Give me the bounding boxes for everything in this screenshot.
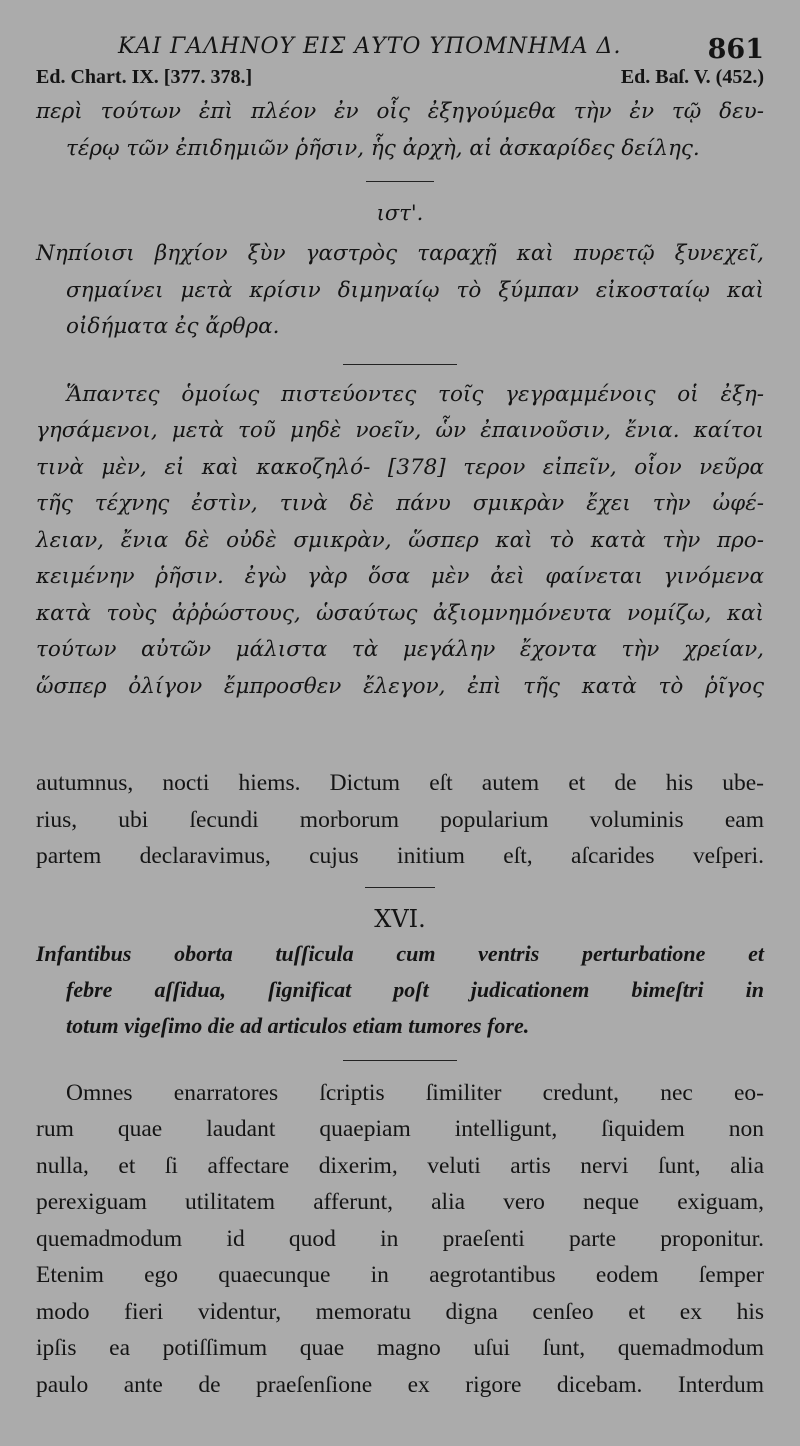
- text-line: rum quae laudant quaepiam intelligunt, ſiquidem non: [36, 1116, 764, 1142]
- text-line: τῆς τέχνης ἐστὶν, τινὰ δὲ πάνυ σμικρὰν ἔχει τὴν ὠφέ-: [36, 491, 764, 516]
- edition-basel: Ed. Baſ. V. (452.): [620, 66, 764, 88]
- text-line: Omnes enarratores ſcriptis ſimiliter credunt, nec eo-: [66, 1079, 764, 1106]
- greek-intro: [36, 94, 764, 167]
- greek-section-heading: ιστ'.: [376, 201, 424, 225]
- text-line: ὥσπερ ὀλίγον ἔμπροσθεν ἔλεγον, ἐπὶ τῆς κατὰ τὸ ῥῖγος: [36, 673, 764, 699]
- text-line: Infantibus oborta tuſſicula cum ventris perturbatione et: [36, 940, 764, 966]
- latin-section-heading: XVI.: [374, 904, 426, 933]
- text-line: modo fieri videntur, memoratu digna cenſeo et ex his: [36, 1298, 764, 1325]
- latin-commentary: [36, 1075, 764, 1404]
- section-rule: [365, 887, 435, 888]
- greek-aphorism: [36, 236, 764, 346]
- text-line: rius, ubi ſecundi morborum popularium voluminis eam: [36, 806, 764, 833]
- text-line: κειμένην ῥῆσιν. ἐγὼ γὰρ ὅσα μὲν ἀεὶ φαίνεται γινόμενα: [36, 564, 764, 589]
- running-head: [36, 30, 764, 70]
- text-line: τούτων αὐτῶν μάλιστα τὰ μεγάλην ἔχοντα τὴν χρείαν,: [36, 637, 764, 662]
- text-line: febre aſſidua, ſignificat poſt judicationem bimeſtri in: [66, 976, 764, 1002]
- text-line: totum vigeſimo die ad articulos etiam tumores fore.: [66, 1012, 530, 1038]
- text-line: λειαν, ἔνια δὲ οὐδὲ σμικρὰν, ὥσπερ καὶ τὸ κατὰ τὴν προ-: [36, 527, 764, 553]
- section-rule: [366, 181, 434, 182]
- page-number: 861: [707, 34, 764, 65]
- text-line: paulo ante de praeſenſione ex rigore dicebam. Interdum: [36, 1371, 764, 1398]
- text-line: κατὰ τοὺς ἀῤῥώστους, ὡσαύτως ἀξιομνημόνευτα νομίζω, καὶ: [36, 600, 764, 626]
- text-line: autumnus, nocti hiems. Dictum eſt autem et de his ube-: [36, 770, 764, 796]
- text-line: τινὰ μὲν, εἰ καὶ κακοζηλό- [378] τερον εἰπεῖν, οἷον νεῦρα: [36, 454, 764, 480]
- edition-chartier: Ed. Chart. IX. [377. 378.]: [36, 66, 253, 88]
- text-line: nulla, et ſi affectare dixerim, veluti artis nervi ſunt, alia: [36, 1152, 764, 1179]
- text-line: ipſis ea potiſſimum quae magno uſui ſunt, quemadmodum: [36, 1335, 764, 1361]
- latin-aphorism: [36, 936, 764, 1044]
- text-line: Νηπίοισι βηχίον ξὺν γαστρὸς ταραχῇ καὶ πυρετῷ ξυνεχεῖ,: [36, 241, 764, 266]
- text-line: partem declaravimus, cujus initium eſt, aſcarides veſperi.: [36, 843, 764, 869]
- greek-commentary: [36, 377, 764, 706]
- edition-line: [36, 66, 764, 94]
- text-line: Ἅπαντες ὁμοίως πιστεύοντες τοῖς γεγραμμένοις οἱ ἐξη-: [66, 381, 764, 407]
- text-line: περὶ τούτων ἐπὶ πλέον ἐν οἷς ἐξηγούμεθα τὴν ἐν τῷ δευ-: [36, 99, 764, 124]
- section-rule: [343, 1060, 457, 1061]
- section-rule: [343, 364, 457, 365]
- text-line: Etenim ego quaecunque in aegrotantibus eodem ſemper: [36, 1262, 764, 1288]
- text-line: quemadmodum id quod in praeſenti parte proponitur.: [36, 1225, 764, 1252]
- text-line: τέρῳ τῶν ἐπιδημιῶν ῥῆσιν, ἧς ἀρχὴ, αἱ ἀσκαρίδες δείλης.: [66, 135, 700, 161]
- latin-intro: [36, 765, 764, 875]
- running-head-title: ΚΑΙ ΓΑΛΗΝΟΥ ΕΙΣ ΑΥΤΟ ΥΠΟΜΝΗΜΑ Δ.: [118, 34, 622, 59]
- text-line: perexiguam utilitatem afferunt, alia vero neque exiguam,: [36, 1189, 764, 1215]
- text-line: σημαίνει μετὰ κρίσιν διμηναίῳ τὸ ξύμπαν εἰκοσταίῳ καὶ: [66, 277, 764, 303]
- text-line: οἰδήματα ἐς ἄρθρα.: [66, 314, 280, 339]
- column-gap: [36, 705, 764, 765]
- text-line: γησάμενοι, μετὰ τοῦ μηδὲ νοεῖν, ὧν ἐπαινοῦσιν, ἔνια. καίτοι: [36, 418, 764, 443]
